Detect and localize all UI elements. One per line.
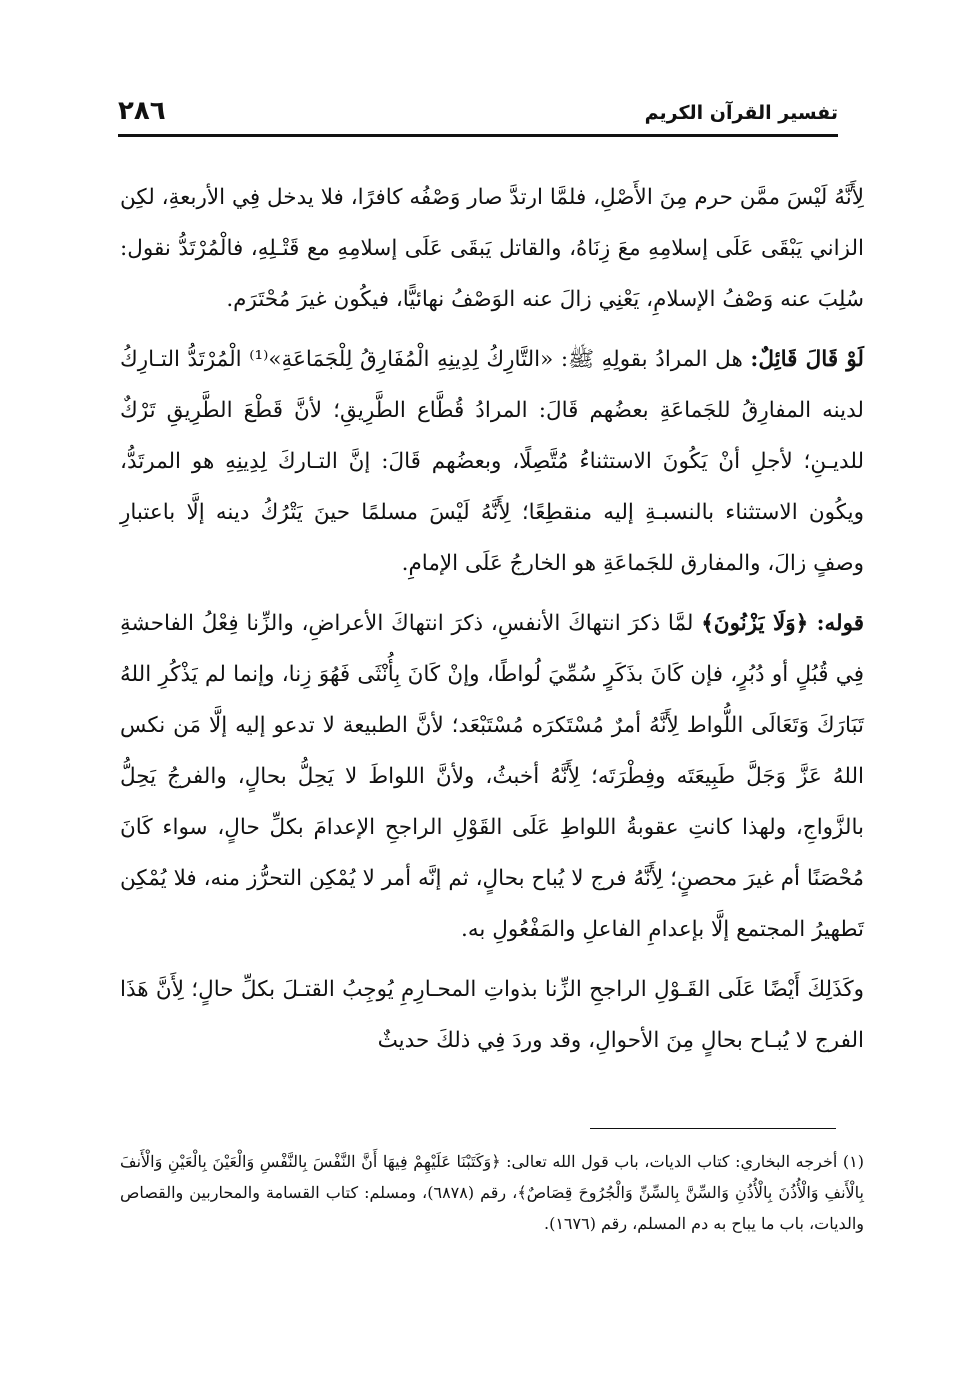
paragraph-2-lead: لَوْ قَالَ قَائِلٌ: [750,347,864,372]
paragraph-2-text: هل المرادُ بقولِهِ ﷺ: «التَّارِكُ لِدِينِهِ الْمُفَارِقُ لِلْجَمَاعَةِ»⁽¹⁾ الْمُرْتَدُّ التـارِكُ لدينه المفارِقُ للجَماعَةِ بعضُهم قَالَ: المرادُ قُطَّاع الطَّرِيقِ؛ لأنَّ قَطْعَ الطَّرِيقِ تَرْكٌ للديـنِ؛ لأجلِ أنْ يَكُونَ الاستثناءُ مُتَّصِلًا، وبعضُهم قَالَ: إنَّ التـاركَ لِدِينِهِ هو المرتَدُّ، ويكُون الاستثناء بالنسبـةِ إليه منقطِعًا؛ لِأَنَّهُ لَيْسَ مسلمًا حينَ يَتْرُكُ دينه إلَّا باعتبارِ وصفٍ زالَ، والمفارق للجَماعَةِ هو الخارجُ عَلَى الإمامِ. [120,347,864,576]
footnote: (١) أخرجه البخاري: كتاب الديات، باب قول الله تعالى: ﴿وَكَتَبْنَا عَلَيْهِمْ فِيهَا أَنَّ النَّفْسَ بِالنَّفْسِ وَالْعَيْنَ بِالْعَيْنِ وَالْأَنفَ بِالْأَنفِ وَالْأُذُنَ بِالْأُذُنِ وَالسِّنَّ بِالسِّنِّ وَالْجُرُوحَ قِصَاصٌ﴾، رقم (٦٨٧٨)، ومسلم: كتاب القسامة والمحاربين والقصاص والديات، باب ما يباح به دم المسلم، رقم (١٦٧٦). [120,1152,864,1233]
paragraph-1 [120,172,864,325]
body-text [120,172,864,1075]
paragraph-1-text: لِأَنَّهُ لَيْسَ ممَّن حرم مِنَ الأَصْلِ، فلمَّا ارتدَّ صار وَصْفُه كافرًا، فلا يدخل فِي الأربعةِ، لكِن الزاني يَبْقَى عَلَى إسلامِهِ معَ زِنَاهُ، والقاتل يَبقَى عَلَى إسلامِهِ مع قَتْـلِهِ، فالْمُرْتَدُّ نقول: سُلِبَ عنه وَصْفُ الإسلامِ، يَعْنِي زالَ عنه الوَصْفُ نهائيًّا، فيكُون غيرَ مُحْتَرَم. [120,185,864,312]
paragraph-3-text: لمَّا ذكرَ انتهاكَ الأنفسِ، ذكرَ انتهاكَ الأعراضِ، والزِّنا فِعْلُ الفاحشةِ فِي قُبُلٍ أو دُبُرٍ، فإن كَانَ بذَكَرٍ سُمِّيَ لُواطًا، وإنْ كَانَ بِأُنْثَى فَهُوَ زِنا، وإنما لم يَذْكُرِ اللهُ تَبَارَكَ وَتَعَالَى اللُّواط لِأَنَّهُ أمرٌ مُسْتَكرَه مُسْتَبْعَد؛ لأنَّ الطبيعة لا تدعو إليه إلَّا مَن نكس اللهُ عَزَّ وَجَلَّ طَبِيعَتَه وفِطْرَتَه؛ لِأَنَّهُ أخبثُ، ولأنَّ اللواطَ لا يَحِلُّ بحالٍ، والفرجُ يَحِلُّ بالزَّواجِ، ولهذا كانتِ عقوبةُ اللواطِ عَلَى القَوْلِ الراجحِ الإعدامَ بكلِّ حالٍ، سواء كَانَ مُحْصَنًا أم غيرَ محصنٍ؛ لِأَنَّهُ فرج لا يُباح بحالٍ، ثم إنَّه أمر لا يُمْكِن التحرُّز منه، فلا يُمْكِن تَطهيرُ المجتمع إلَّا بإعدامِ الفاعلِ والمَفْعُولِ به. [120,611,864,942]
page-number: ٢٨٦ [118,96,166,126]
paragraph-3-lead: قوله: ﴿وَلَا يَزْنُونَ﴾ [701,611,864,636]
paragraph-4-text: وكَذَلِكَ أَيْضًا عَلَى القَـوْلِ الراجحِ الزِّنا بذواتِ المحـارِمِ يُوجِبُ القتـلَ بكلِّ حالٍ؛ لِأَنَّ هَذَا الفرج لا يُبـاح بحالٍ مِنَ الأحوالِ، وقد وردَ فِي ذلكَ حديثٌ [120,977,864,1053]
running-header [118,96,838,137]
footnote-divider [590,1128,836,1129]
paragraph-4 [120,964,864,1066]
header-title: تفسير القرآن الكريم [644,102,838,124]
paragraph-3 [120,598,864,955]
paragraph-2 [120,334,864,589]
